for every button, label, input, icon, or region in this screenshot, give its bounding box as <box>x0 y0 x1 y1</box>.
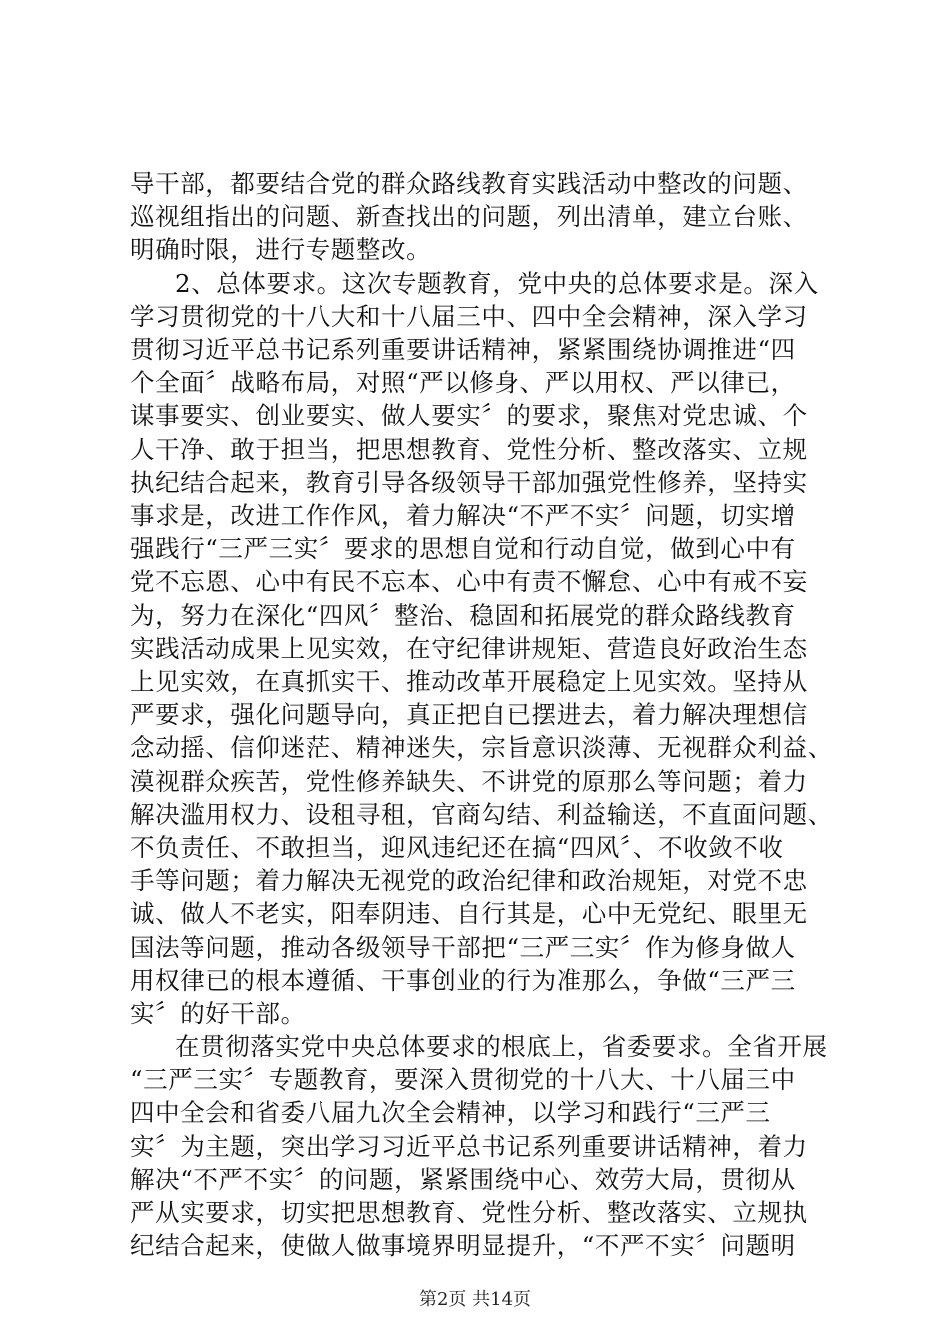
text-line: 手等问题；着力解决无视党的政治纪律和政治规矩，对党不忠 <box>130 866 808 895</box>
text-line: 上见实效，在真抓实干、推动改革开展稳定上见实效。坚持从 <box>130 667 808 696</box>
text-line: 为，努力在深化“四风〞整治、稳固和拓展党的群众路线教育 <box>130 601 796 630</box>
text-line: 念动摇、信仰迷茫、精神迷失，宗旨意识淡薄、无视群众利益、 <box>130 733 833 762</box>
text-line: 党不忘恩、心中有民不忘本、心中有责不懈怠、心中有戒不妄 <box>130 567 808 596</box>
text-line: 严从实要求，切实把思想教育、党性分析、整改落实、立规执 <box>130 1198 808 1227</box>
text-line: 严要求，强化问题导向，真正把自已摆进去，着力解决理想信 <box>130 700 808 729</box>
text-line: 强践行“三严三实〞要求的思想自觉和行动自觉，做到心中有 <box>130 534 796 563</box>
text-line: 巡视组指出的问题、新查找出的问题，列出清单，建立台账、 <box>130 202 808 231</box>
text-line: 实践活动成果上见实效，在守纪律讲规矩、营造良好政治生态 <box>130 634 808 663</box>
text-line: 谋事要实、创业要实、做人要实〞的要求，聚焦对党忠诚、个 <box>130 401 808 430</box>
text-line: “三严三实〞专题教育，要深入贯彻党的十八大、十八届三中 <box>130 1065 796 1094</box>
text-line: 不负责任、不敢担当，迎风违纪还在搞“四风〞、不收敛不收 <box>130 833 784 862</box>
paragraph-start-line: 在贯彻落实党中央总体要求的根底上，省委要求。全省开展 <box>175 1032 828 1061</box>
page-number-footer: 第2页 共14页 <box>418 1289 532 1310</box>
text-line: 实〞为主题，突出学习习近平总书记系列重要讲话精神，着力 <box>130 1132 808 1161</box>
text-line: 导干部，都要结合党的群众路线教育实践活动中整改的问题、 <box>130 169 808 198</box>
text-line: 执纪结合起来，教育引导各级领导干部加强党性修养，坚持实 <box>130 468 808 497</box>
text-line: 四中全会和省委八届九次全会精神，以学习和践行“三严三 <box>130 1098 771 1127</box>
text-line: 事求是，改进工作作风，着力解决“不严不实〞问题，切实增 <box>130 501 796 530</box>
text-line: 诚、做人不老实，阳奉阴违、自行其是，心中无党纪、眼里无 <box>130 899 808 928</box>
text-line: 明确时限，进行专题整改。 <box>130 235 432 264</box>
text-line: 人干净、敢于担当，把思想教育、党性分析、整改落实、立规 <box>130 435 808 464</box>
text-line: 解决“不严不实〞的问题，紧紧围绕中心、效劳大局，贯彻从 <box>130 1165 796 1194</box>
text-line: 学习贯彻党的十八大和十八届三中、四中全会精神，深入学习 <box>130 302 808 331</box>
paragraph-start-line: 2、总体要求。这次专题教育，党中央的总体要求是。深入 <box>175 269 819 298</box>
text-line: 解决滥用权力、设租寻租，官商勾结、利益输送，不直面问题、 <box>130 800 833 829</box>
text-line: 用权律已的根本遵循、干事创业的行为准那么，争做“三严三 <box>130 966 796 995</box>
text-line: 贯彻习近平总书记系列重要讲话精神，紧紧围绕协调推进“四 <box>130 335 796 364</box>
text-line: 国法等问题，推动各级领导干部把“三严三实〞作为修身做人 <box>130 933 796 962</box>
text-line: 漠视群众疾苦，党性修养缺失、不讲党的原那么等问题；着力 <box>130 767 808 796</box>
text-line: 纪结合起来，使做人做事境界明显提升，“不严不实〞问题明 <box>130 1231 796 1260</box>
text-line: 实〞的好干部。 <box>130 999 306 1028</box>
text-line: 个全面〞战略布局，对照“严以修身、严以用权、严以律已， <box>130 368 796 397</box>
